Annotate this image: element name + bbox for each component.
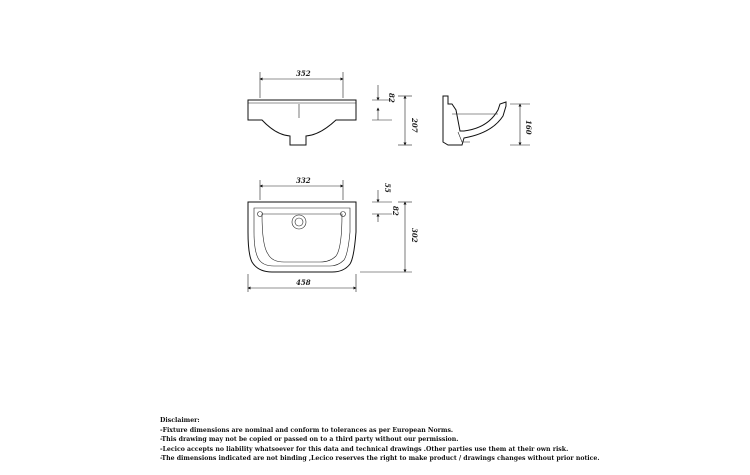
dim-top-inner-width: 332 xyxy=(296,176,311,185)
disclaimer-line: -Fixture dimensions are nominal and conform to tolerances as per European Norms. xyxy=(160,426,454,434)
dim-side-height: 207 xyxy=(410,118,419,133)
disclaimer-line: -Lecico accepts no liability whatsoever for this data and technical drawings .Other parties use them at their own risk. xyxy=(160,445,569,453)
dim-front-width: 352 xyxy=(296,69,311,78)
front-view xyxy=(248,69,419,145)
disclaimer xyxy=(160,416,600,464)
dim-top-depth: 302 xyxy=(410,228,419,243)
dim-top-offset-a: 55 xyxy=(383,183,392,193)
side-view xyxy=(443,96,533,145)
dim-side-depth: 160 xyxy=(524,120,533,135)
dim-front-depth: 82 xyxy=(387,93,396,103)
disclaimer-line: -The dimensions indicated are not binding ,Lecico reserves the right to make product / drawings changes without prior notice. xyxy=(160,455,600,463)
disclaimer-line: -This drawing may not be copied or passed on to a third party without our permission. xyxy=(160,436,459,444)
top-view xyxy=(248,176,419,292)
dim-top-overall-width: 458 xyxy=(296,278,311,287)
disclaimer-title: Disclaimer: xyxy=(160,417,200,424)
dim-top-offset-b: 82 xyxy=(391,206,400,216)
